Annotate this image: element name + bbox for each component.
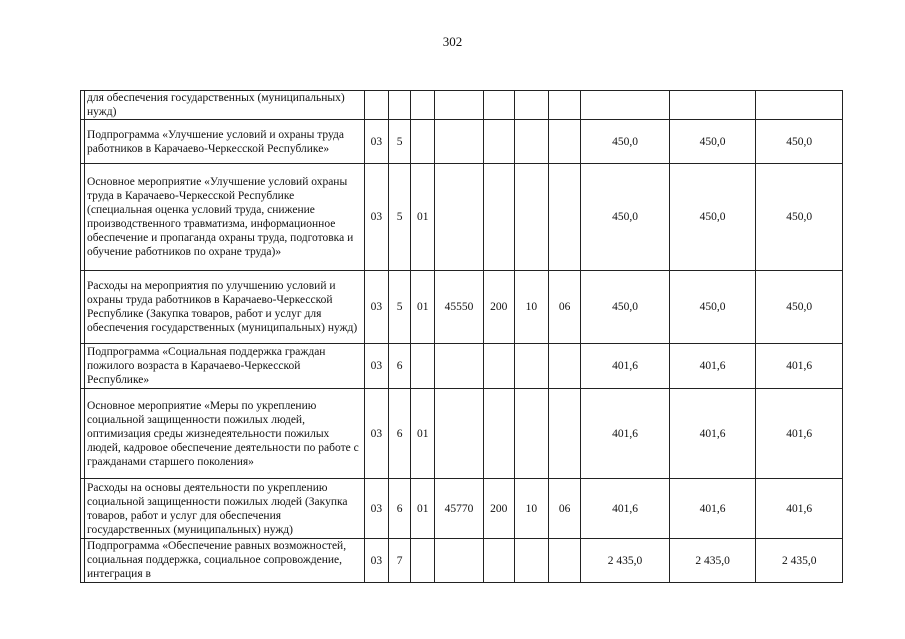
- code-cell: 6: [389, 389, 411, 479]
- code-cell: [483, 344, 514, 389]
- item-name: Подпрограмма «Обеспечение равных возможностей, социальная поддержка, социальное сопровождение, интеграция в: [85, 539, 365, 583]
- code-cell: 5: [389, 271, 411, 344]
- amount-cell: 450,0: [581, 164, 670, 271]
- code-cell: 6: [389, 479, 411, 539]
- budget-table: [80, 90, 843, 583]
- code-cell: [389, 91, 411, 120]
- table-row: [81, 91, 843, 120]
- code-cell: 01: [411, 479, 435, 539]
- code-cell: [549, 91, 581, 120]
- code-cell: [549, 344, 581, 389]
- amount-cell: 401,6: [581, 389, 670, 479]
- amount-cell: 401,6: [756, 344, 843, 389]
- code-cell: 06: [549, 479, 581, 539]
- table-row: [81, 539, 843, 583]
- code-cell: [514, 164, 548, 271]
- amount-cell: 2 435,0: [581, 539, 670, 583]
- amount-cell: 450,0: [669, 271, 756, 344]
- item-name: Расходы на мероприятия по улучшению условий и охраны труда работников в Карачаево-Черкесской Республике (Закупка товаров, работ и услуг для обеспечения государственных (муниципальных) нужд): [85, 271, 365, 344]
- code-cell: 03: [364, 271, 388, 344]
- item-name: Основное мероприятие «Улучшение условий охраны труда в Карачаево-Черкесской Республике (специальная оценка условий труда, снижение производственного травматизма, информационное обеспечение и пропаганда охраны труда, подготовка и обучение работников по охране труда)»: [85, 164, 365, 271]
- code-cell: 45550: [435, 271, 483, 344]
- amount-cell: 401,6: [756, 389, 843, 479]
- code-cell: 03: [364, 164, 388, 271]
- amount-cell: 450,0: [756, 164, 843, 271]
- item-name: Расходы на основы деятельности по укреплению социальной защищенности пожилых людей (Закупка товаров, работ и услуг для обеспечения государственных (муниципальных) нужд): [85, 479, 365, 539]
- code-cell: [411, 539, 435, 583]
- code-cell: 06: [549, 271, 581, 344]
- code-cell: 03: [364, 344, 388, 389]
- code-cell: 6: [389, 344, 411, 389]
- table-row: [81, 344, 843, 389]
- code-cell: [364, 91, 388, 120]
- code-cell: [514, 120, 548, 164]
- amount-cell: 450,0: [581, 271, 670, 344]
- table-row: [81, 389, 843, 479]
- code-cell: [483, 91, 514, 120]
- amount-cell: 450,0: [756, 120, 843, 164]
- code-cell: [435, 389, 483, 479]
- code-cell: [514, 539, 548, 583]
- table-row: [81, 271, 843, 344]
- code-cell: [549, 539, 581, 583]
- item-name: Подпрограмма «Улучшение условий и охраны труда работников в Карачаево-Черкесской Республике»: [85, 120, 365, 164]
- amount-cell: 2 435,0: [756, 539, 843, 583]
- table-row: [81, 479, 843, 539]
- item-name: для обеспечения государственных (муниципальных) нужд): [85, 91, 365, 120]
- table-row: [81, 164, 843, 271]
- code-cell: [549, 120, 581, 164]
- amount-cell: 401,6: [669, 479, 756, 539]
- amount-cell: 401,6: [669, 344, 756, 389]
- amount-cell: 401,6: [756, 479, 843, 539]
- code-cell: 10: [514, 479, 548, 539]
- code-cell: 01: [411, 389, 435, 479]
- code-cell: 45770: [435, 479, 483, 539]
- amount-cell: 450,0: [669, 120, 756, 164]
- code-cell: 03: [364, 539, 388, 583]
- code-cell: 200: [483, 271, 514, 344]
- code-cell: 10: [514, 271, 548, 344]
- code-cell: 200: [483, 479, 514, 539]
- code-cell: [435, 164, 483, 271]
- amount-cell: [756, 91, 843, 120]
- code-cell: [549, 389, 581, 479]
- item-name: Основное мероприятие «Меры по укреплению социальной защищенности пожилых людей, оптимизация среды жизнедеятельности пожилых людей, кадровое обеспечение деятельности по работе с гражданами старшего поколения»: [85, 389, 365, 479]
- code-cell: [514, 91, 548, 120]
- code-cell: [435, 91, 483, 120]
- amount-cell: [581, 91, 670, 120]
- code-cell: [514, 389, 548, 479]
- code-cell: [483, 539, 514, 583]
- code-cell: 7: [389, 539, 411, 583]
- page-number: 302: [442, 34, 463, 49]
- code-cell: [411, 344, 435, 389]
- amount-cell: 401,6: [669, 389, 756, 479]
- code-cell: [514, 344, 548, 389]
- code-cell: [483, 389, 514, 479]
- code-cell: [483, 164, 514, 271]
- code-cell: 5: [389, 120, 411, 164]
- code-cell: [435, 539, 483, 583]
- amount-cell: 450,0: [581, 120, 670, 164]
- code-cell: [483, 120, 514, 164]
- code-cell: 03: [364, 389, 388, 479]
- item-name: Подпрограмма «Социальная поддержка граждан пожилого возраста в Карачаево-Черкесской Республике»: [85, 344, 365, 389]
- code-cell: [411, 120, 435, 164]
- table-row: [81, 120, 843, 164]
- amount-cell: [669, 91, 756, 120]
- amount-cell: 450,0: [756, 271, 843, 344]
- code-cell: [435, 120, 483, 164]
- code-cell: 5: [389, 164, 411, 271]
- code-cell: 01: [411, 271, 435, 344]
- code-cell: 03: [364, 120, 388, 164]
- code-cell: [411, 91, 435, 120]
- amount-cell: 2 435,0: [669, 539, 756, 583]
- code-cell: 01: [411, 164, 435, 271]
- code-cell: 03: [364, 479, 388, 539]
- amount-cell: 401,6: [581, 479, 670, 539]
- amount-cell: 450,0: [669, 164, 756, 271]
- code-cell: [435, 344, 483, 389]
- code-cell: [549, 164, 581, 271]
- amount-cell: 401,6: [581, 344, 670, 389]
